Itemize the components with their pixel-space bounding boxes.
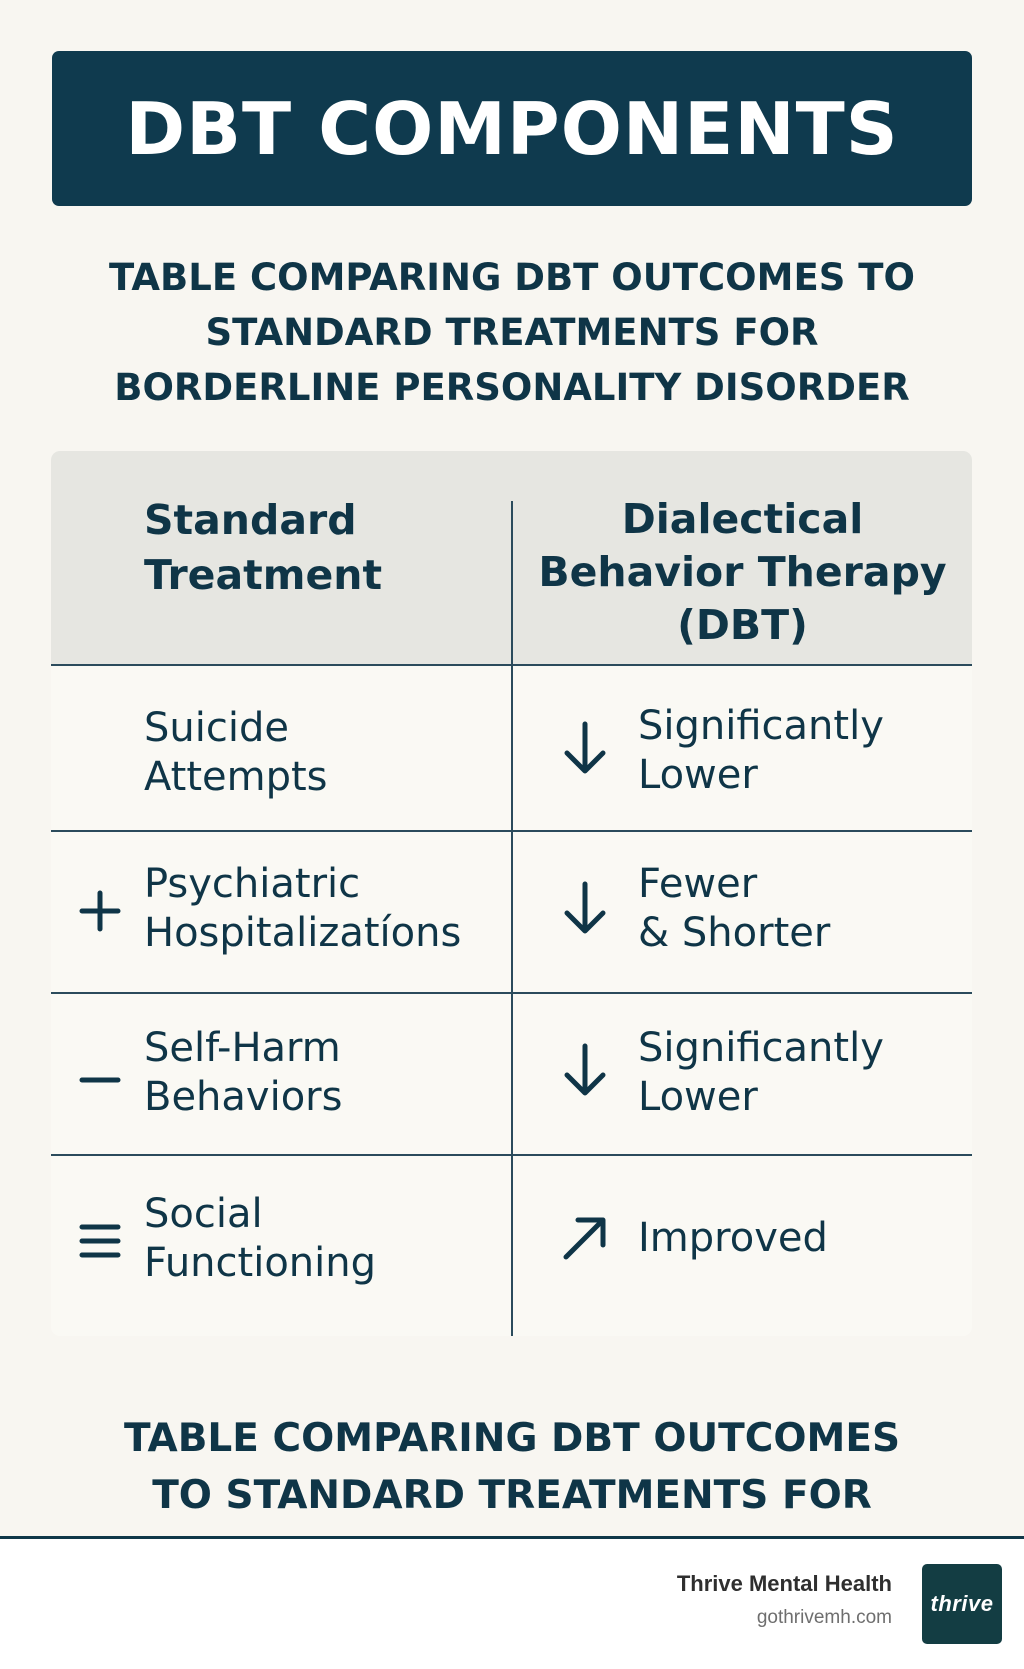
arrow-down-icon xyxy=(555,1040,615,1100)
bottom-caption-line: TO STANDARD TREATMENTS FOR xyxy=(152,1473,872,1518)
outcome-label-line: Psychiatric xyxy=(144,861,361,907)
subtitle-line: BORDERLINE PERSONALITY DISORDER xyxy=(114,366,910,409)
logo-text: thrive xyxy=(930,1591,994,1616)
dbt-outcome xyxy=(638,702,968,800)
outcome-label-line: Attempts xyxy=(144,754,328,800)
outcome-label xyxy=(144,704,509,802)
column-header-dbt xyxy=(513,493,972,652)
plus-icon xyxy=(73,884,127,938)
subtitle-line: STANDARD TREATMENTS FOR xyxy=(205,311,819,354)
column-header-standard-treatment xyxy=(144,493,484,603)
outcome-label-line: Behaviors xyxy=(144,1074,343,1120)
header-line: Standard xyxy=(144,496,357,544)
dbt-outcome xyxy=(638,1024,968,1122)
arrow-up-right-icon xyxy=(555,1208,615,1268)
thrive-logo xyxy=(922,1564,1002,1644)
subtitle-line: TABLE COMPARING DBT OUTCOMES TO xyxy=(109,256,915,299)
header-line: Dialectical xyxy=(621,495,864,543)
brand-url-link[interactable]: gothrivemh.com xyxy=(756,1607,892,1628)
dbt-outcome-line: Significantly xyxy=(638,1025,884,1071)
title-banner xyxy=(52,51,972,206)
outcome-label xyxy=(144,1190,509,1288)
brand-name: Thrive Mental Health xyxy=(676,1571,892,1596)
header-line: (DBT) xyxy=(677,601,808,649)
arrow-down-icon xyxy=(555,718,615,778)
outcome-label-line: Hospitalizatíons xyxy=(144,910,462,956)
dbt-outcome-line: Significantly xyxy=(638,703,884,749)
subtitle xyxy=(40,250,984,415)
arrow-down-icon xyxy=(555,878,615,938)
dbt-outcome-line: Lower xyxy=(638,1074,758,1120)
minus-icon xyxy=(73,1049,127,1103)
outcome-label-line: Self-Harm xyxy=(144,1025,341,1071)
dbt-outcome xyxy=(638,1214,968,1263)
dbt-outcome-line: Improved xyxy=(638,1215,828,1261)
outcome-label-line: Suicide xyxy=(144,705,289,751)
dbt-outcome-line: Lower xyxy=(638,752,758,798)
header-line: Treatment xyxy=(144,551,383,599)
bottom-caption-line: TABLE COMPARING DBT OUTCOMES xyxy=(123,1416,901,1461)
dbt-outcome-line: Fewer xyxy=(638,861,758,907)
outcome-label-line: Functioning xyxy=(144,1240,376,1286)
outcome-label xyxy=(144,1024,509,1122)
dbt-outcome-line: & Shorter xyxy=(638,910,831,956)
dbt-outcome xyxy=(638,860,968,958)
bottom-caption xyxy=(40,1410,984,1524)
menu-lines-icon xyxy=(73,1214,127,1268)
footer xyxy=(0,1536,1024,1669)
page-title: DBT COMPONENTS xyxy=(125,86,899,171)
comparison-table xyxy=(51,451,972,1336)
outcome-label xyxy=(144,860,509,958)
column-divider xyxy=(511,501,513,1336)
header-line: Behavior Therapy xyxy=(538,548,947,596)
outcome-label-line: Social xyxy=(144,1191,263,1237)
